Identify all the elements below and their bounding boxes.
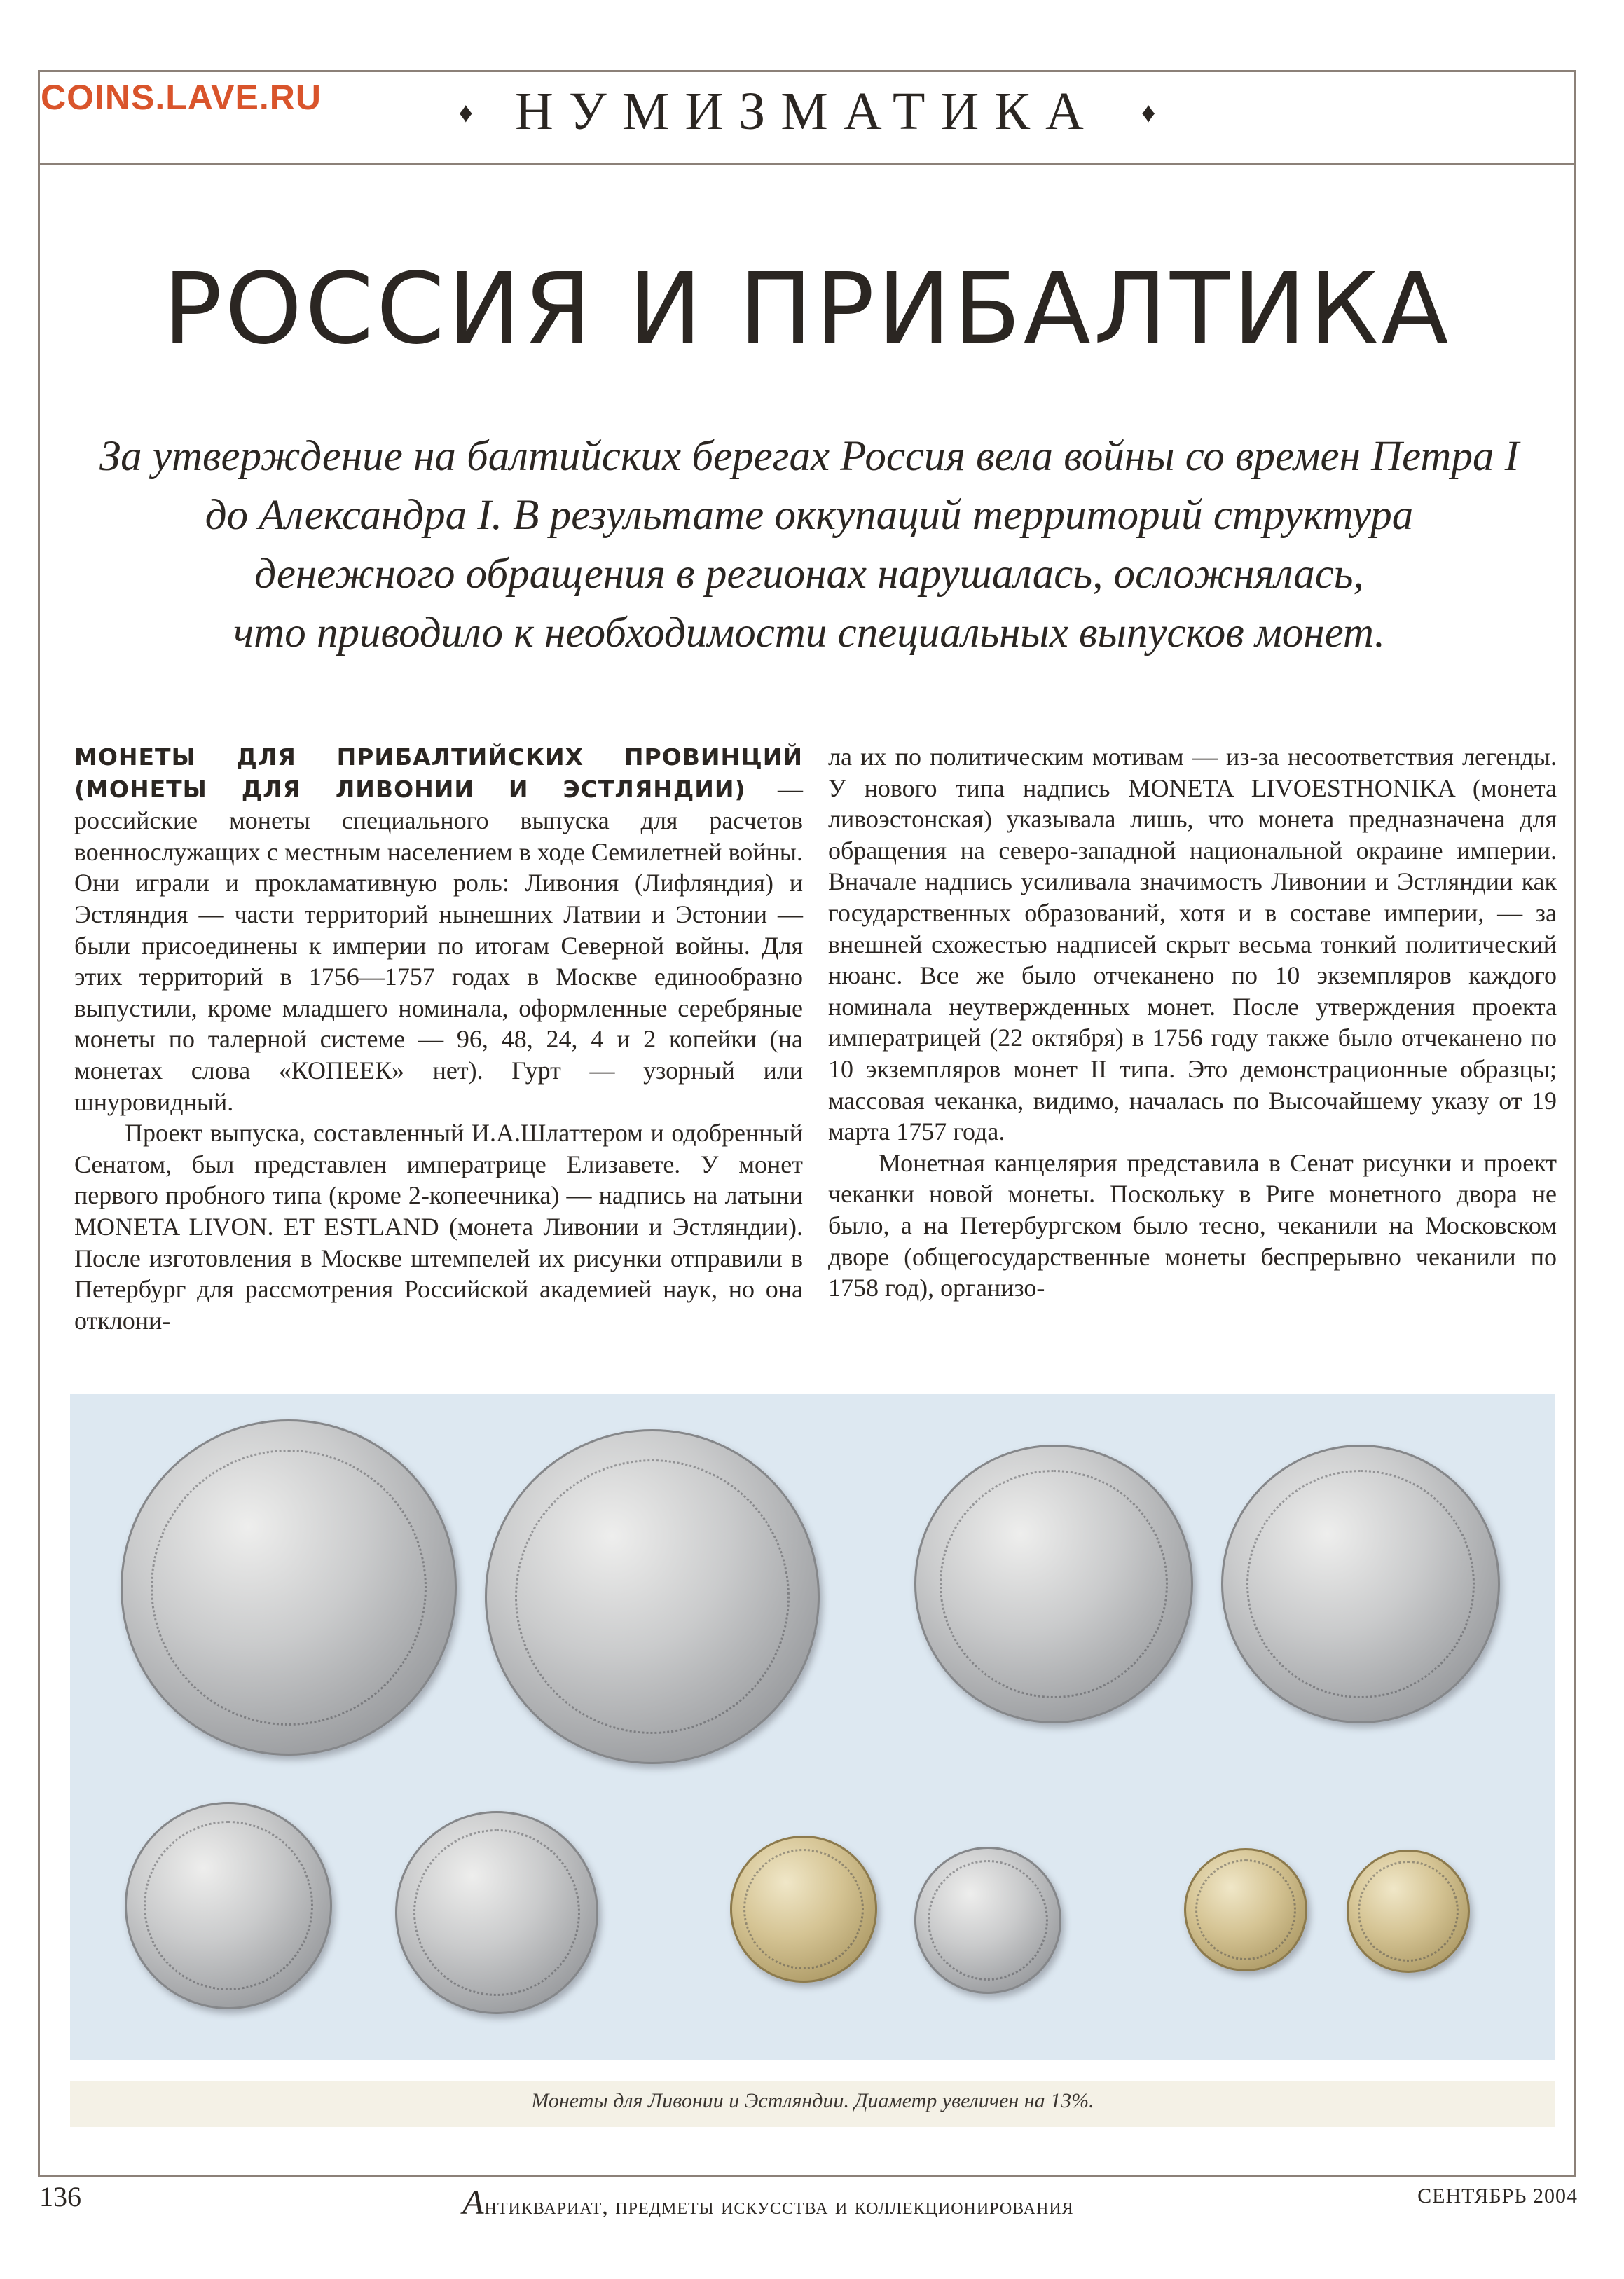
figure-caption: Монеты для Ливонии и Эстляндии. Диаметр увеличен на 13%. [531, 2089, 1094, 2112]
coin-24-kopecks-reverse [395, 1811, 598, 2014]
coin-96-kopecks-reverse [485, 1429, 820, 1764]
coin-2-kopecks-obverse [1184, 1848, 1307, 1971]
coin-48-kopecks-reverse [1221, 1445, 1500, 1723]
magazine-initial: А [462, 2182, 485, 2222]
paragraph: Монетная канцелярия представила в Сенат рисунки и проект чеканки новой монеты. Поскольку в Риге монетного двора не было, а на Петербургском было тесно, чеканили на Московском дворе (общегосударственные монеты беспрерывно чеканили по 1758 год), организо- [828, 1148, 1557, 1302]
paragraph: Проект выпуска, составленный И.А.Шлаттером и одобренный Сенатом, был представлен императрице Елизавете. У монет первого пробного типа (кроме 2-копеечника) — надпись на латыни MONETA LIVON. ET ESTLAND (монета Ливонии и Эстляндии). После изготовления в Москве штемпелей их рисунки отправили в Петербург для рассмотрения Российской академией наук, но она отклони- [74, 1119, 803, 1335]
text-column-right [828, 741, 1557, 1304]
header-rule [39, 163, 1575, 165]
magazine-name-rest: нтиквариат, предметы искусства и коллекционирования [484, 2194, 1074, 2219]
issue-date: СЕНТЯБРЬ 2004 [1417, 2184, 1578, 2208]
section-header [39, 81, 1575, 142]
section-title: НУМИЗМАТИКА [515, 82, 1099, 141]
watermark: COINS.LAVE.RU [41, 78, 322, 117]
diamond-icon: ♦ [1141, 97, 1156, 128]
coin-24-kopecks-obverse [125, 1802, 332, 2009]
coin-plate [70, 1394, 1555, 2060]
lead-line: что приводило к необходимости специальных выпусков монет. [233, 610, 1385, 656]
lead-line: За утверждение на балтийских берегах Россия вела войны со времен Петра I [99, 433, 1520, 480]
paragraph-text: — российские монеты специального выпуска для расчетов военнослужащих с местным населением в ходе Семилетней войны. Они играли и прокламативную роль: Ливония (Лифляндия) и Эстляндия — части территорий нынешних Латвии и Эстонии — были присоединены к империи по итогам Северной войны. Для этих территорий в 1756—1757 годах в Москве единообразно выпустили, кроме младшего номинала, оформленные серебряные монеты по талерной системе — 96, 48, 24, 4 и 2 копейки (на монетах слова «КОПЕЕК» нет). Гурт — узорный или шнуровидный. [74, 774, 803, 1116]
paragraph: ла их по политическим мотивам — из-за несоответствия легенды. У нового типа надпись MONETA LIVOESTHONIKA (монета ливоэстонская) указывала лишь, что монета предназначена для обращения на северо-западной национальной окраине империи. Вначале надпись усиливала значимость Ливонии и Эстляндии как государственных образований, хотя и в составе империи, — за внешней схожестью надписей скрыт весьма тонкий политический нюанс. Все же было отчеканено по 10 экземпляров каждого номинала неутвержденных монет. После утверждения проекта императрицей (22 октября) в 1756 году также было отчеканено по 10 экземпляров монет II типа. Это демонстрационные образцы; массовая чеканка, видимо, началась по Высочайшему указу от 19 марта 1757 года. [828, 743, 1557, 1146]
paragraph [74, 741, 803, 1117]
lead-line: денежного обращения в регионах нарушалась, осложнялась, [254, 551, 1364, 598]
coin-4-kopecks-reverse [914, 1847, 1061, 1994]
article-title: РОССИЯ И ПРИБАЛТИКА [163, 252, 1452, 366]
coin-48-kopecks-obverse [914, 1445, 1193, 1723]
lead-term: МОНЕТЫ ДЛЯ ПРИБАЛТИЙСКИХ ПРОВИНЦИЙ (МОНЕТЫ ДЛЯ ЛИВОНИИ И ЭСТЛЯНДИИ) [74, 743, 803, 803]
coin-2-kopecks-reverse [1347, 1850, 1470, 1973]
magazine-name [462, 2182, 1074, 2222]
coin-96-kopecks-obverse [121, 1419, 457, 1756]
page-number: 136 [39, 2181, 81, 2212]
text-column-left [74, 741, 803, 1336]
coin-4-kopecks-obverse [730, 1836, 877, 1983]
lead-line: до Александра I. В результате оккупаций территорий структура [205, 492, 1414, 539]
diamond-icon: ♦ [458, 97, 474, 128]
article-lead [63, 427, 1555, 663]
